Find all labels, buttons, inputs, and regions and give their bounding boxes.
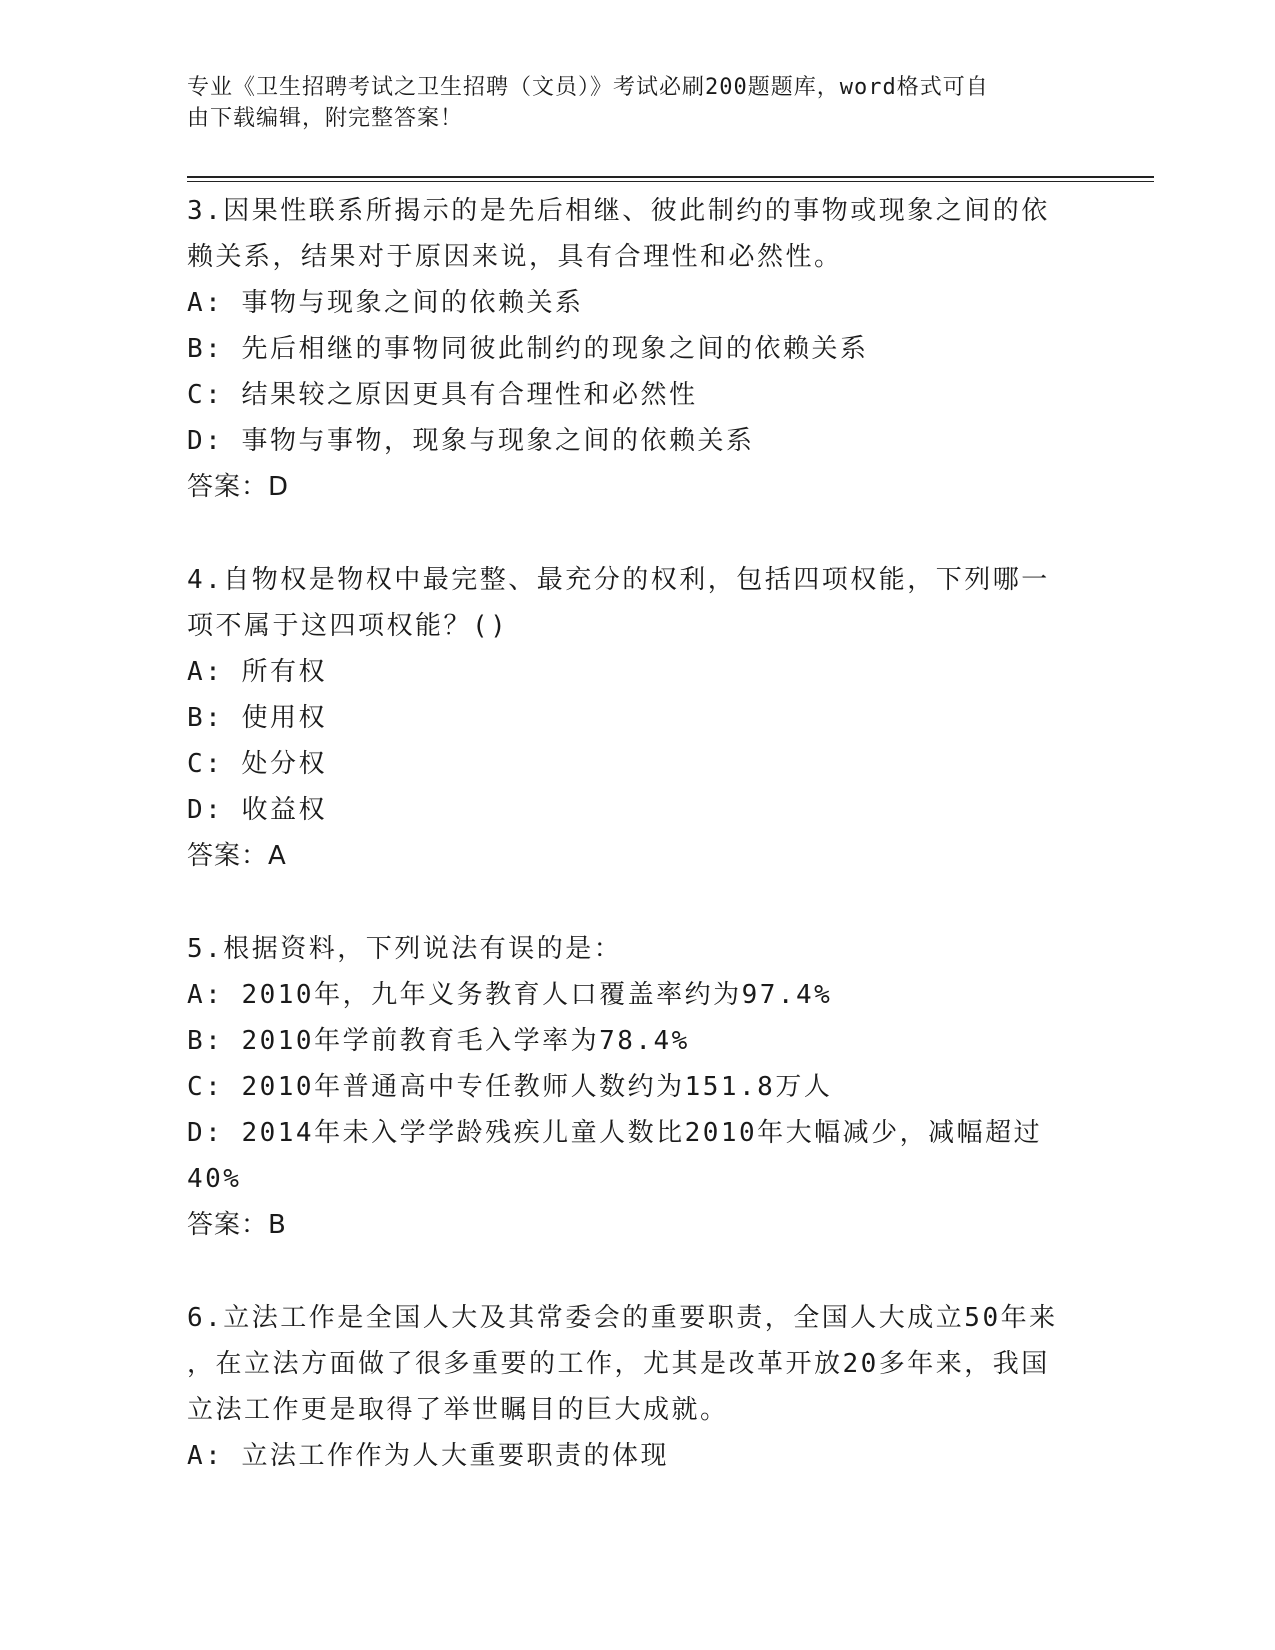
option-d-continuation: 40% (187, 1164, 242, 1194)
header-line-2: 由下载编辑，附完整答案！ (187, 106, 464, 131)
question-stem-line: 6.立法工作是全国人大及其常委会的重要职责，全国人大成立50年来 (187, 1303, 1058, 1333)
document-header (187, 72, 1067, 134)
header-divider-thin (187, 181, 1154, 182)
option-d: D: 事物与事物，现象与现象之间的依赖关系 (187, 426, 755, 456)
option-b: B: 2010年学前教育毛入学率为78.4% (187, 1026, 690, 1056)
question-stem-line: ，在立法方面做了很多重要的工作，尤其是改革开放20多年来，我国 (187, 1349, 1050, 1379)
option-b: B: 使用权 (187, 703, 327, 733)
answer-line: 答案：B (187, 1210, 287, 1240)
option-c: C: 2010年普通高中专任教师人数约为151.8万人 (187, 1072, 833, 1102)
question-stem-line: 5.根据资料，下列说法有误的是： (187, 934, 623, 964)
option-d: D: 2014年未入学学龄残疾儿童人数比2010年大幅减少，减幅超过 (187, 1118, 1043, 1148)
option-a: A: 所有权 (187, 657, 327, 687)
option-c: C: 处分权 (187, 749, 327, 779)
answer-line: 答案：D (187, 472, 290, 502)
option-d: D: 收益权 (187, 795, 327, 825)
option-c: C: 结果较之原因更具有合理性和必然性 (187, 380, 698, 410)
question-stem-line: 3.因果性联系所揭示的是先后相继、彼此制约的事物或现象之间的依 (187, 196, 1050, 226)
question-stem-line: 赖关系，结果对于原因来说，具有合理性和必然性。 (187, 242, 843, 272)
question-5 (187, 926, 1077, 1248)
option-a: A: 2010年，九年义务教育人口覆盖率约为97.4% (187, 980, 833, 1010)
question-list (187, 188, 1077, 1526)
question-stem-line: 4.自物权是物权中最完整、最充分的权利，包括四项权能，下列哪一 (187, 565, 1050, 595)
option-a: A: 事物与现象之间的依赖关系 (187, 288, 584, 318)
header-divider-thick (187, 176, 1154, 178)
option-a: A: 立法工作作为人大重要职责的体现 (187, 1441, 669, 1471)
question-4 (187, 557, 1077, 879)
question-stem-line: 立法工作更是取得了举世瞩目的巨大成就。 (187, 1395, 729, 1425)
header-line-1: 专业《卫生招聘考试之卫生招聘（文员）》考试必刷200题题库，word格式可自 (187, 75, 989, 100)
question-stem-line: 项不属于这四项权能？() (187, 611, 509, 641)
answer-line: 答案：A (187, 841, 287, 871)
question-3 (187, 188, 1077, 510)
option-b: B: 先后相继的事物同彼此制约的现象之间的依赖关系 (187, 334, 869, 364)
question-6 (187, 1295, 1077, 1479)
